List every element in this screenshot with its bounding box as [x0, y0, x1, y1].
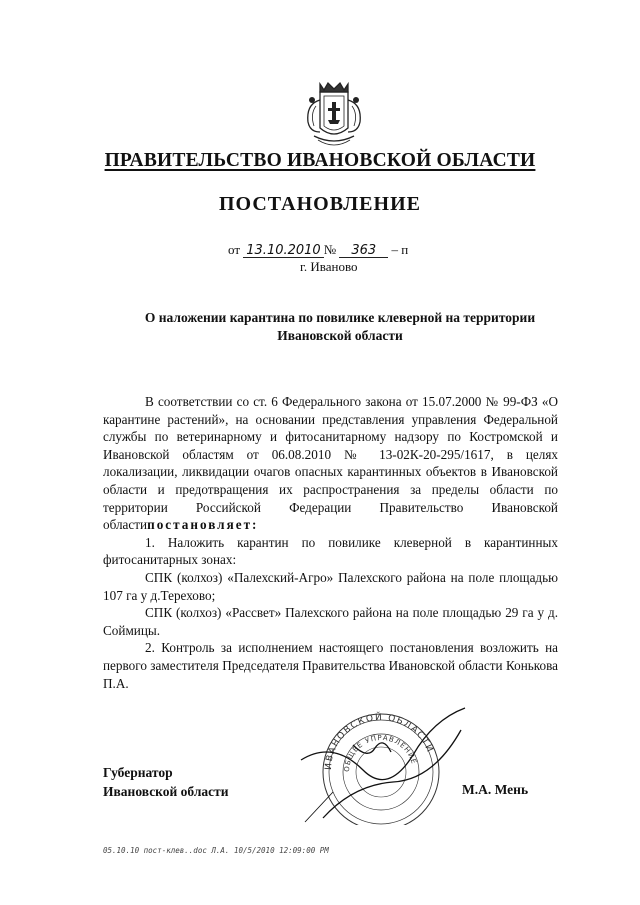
document-number-line	[228, 242, 408, 258]
number-suffix: – п	[391, 242, 409, 257]
signatory-name: М.А. Мень	[462, 782, 529, 797]
coat-of-arms-icon	[298, 70, 370, 156]
document-city: г. Иваново	[300, 259, 358, 274]
government-title	[0, 150, 640, 172]
date-prefix: от	[228, 242, 241, 257]
file-info-footer: 05.10.10 пост-клев..doc Л.А. 10/5/2010 12:09:00 PM	[103, 846, 329, 855]
document-date: 13.10.2010	[243, 244, 323, 258]
preamble-paragraph	[103, 393, 558, 534]
subject-line-2: Ивановской области	[277, 328, 403, 343]
svg-text:ИВАНОВСКОЙ ОБЛАСТИ: ИВАНОВСКОЙ ОБЛАСТИ	[323, 712, 435, 771]
document-type: ПОСТАНОВЛЕНИЕ	[219, 193, 421, 215]
subject-line-1: О наложении карантина по повилике клеверной на территории	[144, 310, 536, 325]
official-seal	[293, 700, 473, 825]
preamble-text: В соответствии со ст. 6 Федерального закона от 15.07.2000 № 99-ФЗ «О карантине растений», на основании представления управления Федеральной службы по ветеринарному и фитосанитарному надзору по Костромской и Ивановской областям от 06.08.2010 № 13-02К-20-295/1617, в целях локализации, ликвидации очагов опасных карантинных объектов в Ивановской области и предотвращения их распространения за пределы области по территории Российской Федерации Правительство Ивановской области	[103, 394, 558, 533]
document-body	[103, 393, 558, 692]
zone-2: СПК (колхоз) «Рассвет» Палехского района на поле площадью 29 га у д. Соймицы.	[103, 605, 558, 638]
document-subject	[100, 309, 580, 345]
position-line-1: Губернатор	[103, 765, 173, 780]
document-number: 363	[339, 244, 388, 258]
svg-text:ОБЩЕЕ УПРАВЛЕНИЕ: ОБЩЕЕ УПРАВЛЕНИЕ	[342, 733, 419, 773]
item-1: 1. Наложить карантин по повилике клеверной в карантинных фитосанитарных зонах:	[103, 534, 558, 568]
signatory-position	[103, 763, 229, 801]
position-line-2: Ивановской области	[103, 784, 229, 799]
decree-word: постановляет:	[147, 517, 259, 533]
number-prefix: №	[323, 242, 337, 257]
zone-1: СПК (колхоз) «Палехский-Агро» Палехского района на поле площадью 107 га у д.Терехово;	[103, 569, 558, 603]
government-title-text: ПРАВИТЕЛЬСТВО ИВАНОВСКОЙ ОБЛАСТИ	[104, 150, 536, 171]
item-2: 2. Контроль за исполнением настоящего постановления возложить на первого заместителя Председателя Правительства Ивановской области Конькова П.А.	[103, 640, 558, 691]
